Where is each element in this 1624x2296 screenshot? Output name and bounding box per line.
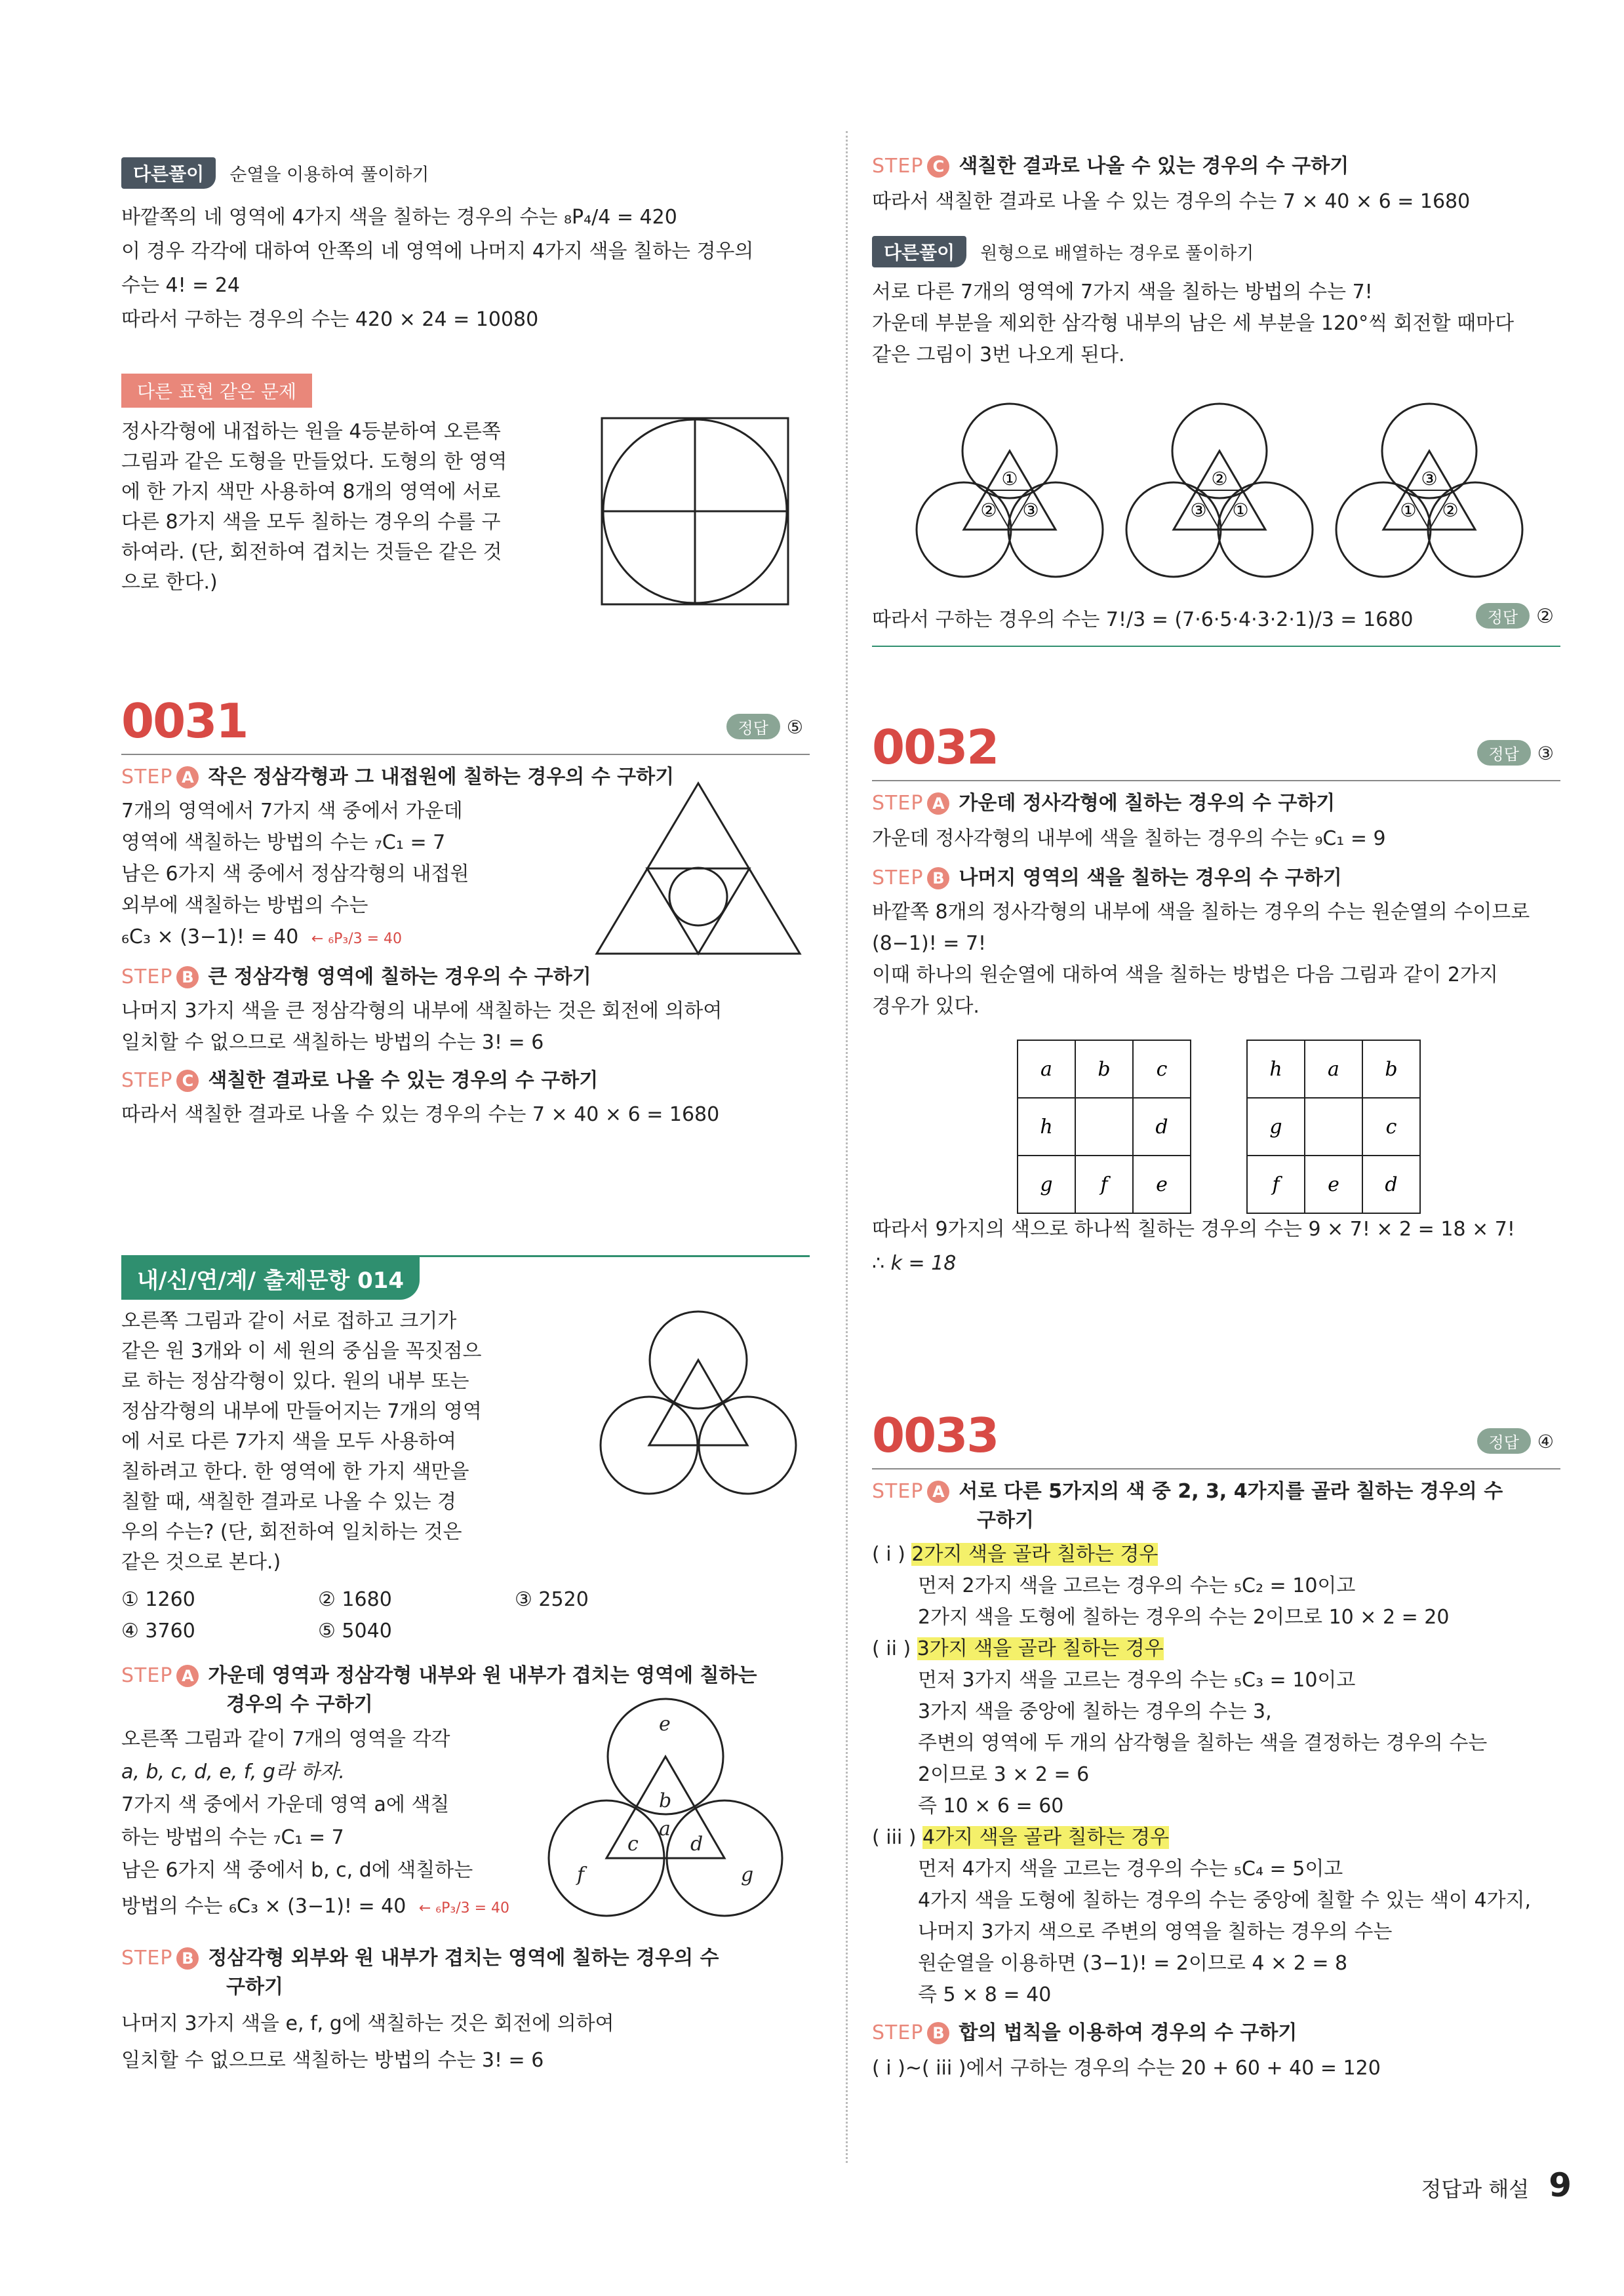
text-line: 남은 6가지 색 중에서 정삼각형의 내접원 [121, 863, 469, 885]
case-head [872, 1539, 1560, 1570]
grid-cell-label: b [1098, 1058, 1111, 1081]
page-number: 9 [1549, 2166, 1572, 2204]
choice-5[interactable]: ⑤ 5040 [318, 1620, 392, 1643]
neisin-problem-014 [121, 1255, 810, 2079]
alt-solution-subtitle: 원형으로 배열하는 경우로 풀이하기 [980, 243, 1254, 264]
grid-cell-label: h [1269, 1058, 1282, 1081]
step-title: 작은 정삼각형과 그 내접원에 칠하는 경우의 수 구하기 [208, 766, 675, 788]
step-letter: C [927, 155, 949, 178]
similar-problem-tag: 다른 표현 같은 문제 [121, 374, 312, 408]
section-rule [872, 646, 1560, 647]
square-circle-figure [600, 416, 790, 606]
step-a [872, 789, 1560, 818]
text-line: 따라서 9가지의 색으로 하나씩 칠하는 경우의 수는 9 × 7! × 2 = 18 × 7! [872, 1218, 1515, 1241]
choice-2[interactable]: ② 1680 [318, 1588, 392, 1611]
region-label-g: g [741, 1863, 754, 1886]
grid-cell-label: g [1269, 1116, 1282, 1138]
text-line: 남은 6가지 색 중에서 b, c, d에 색칠하는 [121, 1859, 473, 1882]
step-label: STEP [121, 1947, 173, 1970]
rotation-figure-1 [917, 404, 1103, 577]
step-title: 가운데 영역과 정삼각형 내부와 원 내부가 겹치는 영역에 칠하는 [208, 1664, 757, 1687]
text-line: 하여라. (단, 회전하여 겹치는 것들은 같은 것 [121, 541, 502, 564]
step-title-2: 구하기 [226, 1975, 283, 1998]
problem-header [872, 708, 1560, 781]
answer-value: ④ [1537, 1431, 1554, 1452]
grid-figure-1 [1016, 1039, 1193, 1216]
step-label: STEP [872, 866, 924, 889]
text-line: 오른쪽 그림과 같이 서로 접하고 크기가 [121, 1310, 457, 1333]
alt-solution-subtitle: 순열을 이용하여 풀이하기 [229, 165, 429, 185]
text-line: 다른 8가지 색을 모두 칠하는 경우의 수를 구 [121, 511, 501, 534]
rotation-label: ① [1001, 468, 1018, 490]
step-label: STEP [872, 792, 924, 815]
case-title: 3가지 색을 골라 칠하는 경우 [917, 1637, 1164, 1660]
text-line: 칠하려고 한다. 한 영역에 한 가지 색만을 [121, 1460, 469, 1483]
text-line: 하는 방법의 수는 ₇C₁ = 7 [121, 1826, 344, 1849]
text-line: a, b, c, d, e, f, g라 하자. [121, 1761, 345, 1783]
alt-solution-1 [121, 157, 810, 337]
step-c [872, 152, 1560, 181]
text-line: 정삼각형의 내부에 만들어지는 7개의 영역 [121, 1400, 482, 1423]
step-letter: A [176, 1665, 199, 1687]
rotation-label: ③ [1022, 499, 1039, 521]
similar-problem [121, 374, 810, 598]
grid-cell-label: a [1328, 1058, 1339, 1081]
choice-1[interactable]: ① 1260 [121, 1588, 195, 1611]
grid-cell-label: a [1040, 1058, 1052, 1081]
grid-figures [872, 1022, 1560, 1213]
formula: ₆C₃ × (3−1)! = 40 [121, 925, 299, 948]
step-title: 정삼각형 외부와 원 내부가 겹치는 영역에 칠하는 경우의 수 [208, 1947, 719, 1970]
case-number: ( iii ) [872, 1826, 917, 1849]
step-letter: C [176, 1070, 199, 1092]
text-line: 서로 다른 7개의 영역에 7가지 색을 칠하는 방법의 수는 7! [872, 281, 1373, 303]
step-b [121, 1944, 810, 2002]
text-line: 으로 한다.) [121, 571, 218, 594]
rotation-figure-3 [1336, 404, 1522, 577]
text-line: 먼저 2가지 색을 고르는 경우의 수는 ₅C₂ = 10이고 [918, 1574, 1356, 1597]
step-title: 합의 법칙을 이용하여 경우의 수 구하기 [959, 2021, 1297, 2044]
answer [1477, 1428, 1554, 1454]
text-line: 가운데 부분을 제외한 삼각형 내부의 남은 세 부분을 120°씩 회전할 때마다 [872, 312, 1515, 335]
text-line: 로 하는 정삼각형이 있다. 원의 내부 또는 [121, 1370, 469, 1393]
problem-0031 [121, 682, 810, 1131]
text-line: 에 서로 다른 7가지 색을 모두 사용하여 [121, 1430, 457, 1453]
text-line: 먼저 4가지 색을 고르는 경우의 수는 ₅C₄ = 5이고 [918, 1858, 1343, 1880]
text-line: 7가지 색 중에서 가운데 영역 a에 색칠 [121, 1793, 450, 1816]
rotation-label: ② [1211, 468, 1228, 490]
step-label: STEP [872, 2021, 924, 2044]
grid-cell-label: g [1040, 1173, 1053, 1196]
rotation-label: ② [1442, 499, 1459, 521]
case-number: ( i ) [872, 1543, 905, 1566]
step-label: STEP [121, 1069, 173, 1092]
step-b [121, 963, 810, 992]
step-title: 색칠한 결과로 나올 수 있는 경우의 수 구하기 [208, 1069, 599, 1092]
answer-value: ⑤ [786, 716, 803, 738]
alt-solution-tag: 다른풀이 [121, 157, 216, 189]
text-line: 정사각형에 내접하는 원을 4등분하여 오른쪽 [121, 420, 501, 443]
step-letter: A [927, 1481, 949, 1503]
problem-number: 0032 [872, 720, 999, 775]
problem-number: 0031 [121, 693, 248, 749]
answer-label: 정답 [726, 714, 780, 739]
grid-cell-label: d [1155, 1116, 1168, 1138]
text-line: 따라서 색칠한 결과로 나올 수 있는 경우의 수는 7 × 40 × 6 = 1680 [872, 190, 1471, 213]
triangle-incircle-figure [593, 780, 803, 957]
rotation-label: ③ [1421, 468, 1438, 490]
text-line: 즉 5 × 8 = 40 [918, 1983, 1052, 2006]
text-line: 주변의 영역에 두 개의 삼각형을 칠하는 색을 결정하는 경우의 수는 [918, 1732, 1488, 1755]
step-letter: B [927, 2022, 949, 2044]
step-label: STEP [872, 1480, 924, 1503]
alt-solution-2 [872, 236, 1560, 631]
region-label-d: d [690, 1833, 703, 1856]
step-label: STEP [121, 766, 173, 788]
text-line: 따라서 구하는 경우의 수는 420 × 24 = 10080 [121, 308, 539, 331]
text-line: 같은 원 3개와 이 세 원의 중심을 꼭짓점으 [121, 1340, 482, 1363]
case-title: 4가지 색을 골라 칠하는 경우 [922, 1826, 1170, 1849]
footer-label: 정답과 해설 [1421, 2177, 1530, 2202]
step-label: STEP [121, 965, 173, 988]
answer [726, 714, 803, 739]
problem-0032 [872, 708, 1560, 1281]
step-a [872, 1477, 1560, 1535]
answer [1476, 603, 1554, 629]
region-label-c: c [627, 1833, 639, 1856]
step-b [872, 2019, 1560, 2048]
grid-cell-label: h [1040, 1116, 1053, 1138]
grid-cell-label: e [1156, 1173, 1168, 1196]
text-line: 우의 수는? (단, 회전하여 일치하는 것은 [121, 1521, 462, 1544]
column-divider [846, 131, 848, 2163]
case-head [872, 1633, 1560, 1665]
text-line: 가운데 정사각형의 내부에 색을 칠하는 경우의 수는 ₉C₁ = 9 [872, 827, 1386, 850]
text-line: 2이므로 3 × 2 = 6 [918, 1763, 1090, 1786]
answer-value: ② [1536, 605, 1554, 628]
problem-0033 [872, 1396, 1560, 2086]
text-line: 3가지 색을 중앙에 칠하는 경우의 수는 3, [918, 1700, 1272, 1723]
step-letter: B [176, 1947, 199, 1970]
step-title-2: 경우의 수 구하기 [226, 1693, 373, 1716]
text-line: 수는 4! = 24 [121, 274, 240, 297]
text-line-with-note [121, 1887, 528, 1928]
region-label-f: f [577, 1863, 585, 1886]
text-line: 일치할 수 없으므로 색칠하는 방법의 수는 3! = 6 [121, 1031, 544, 1054]
text-line: 바깥쪽의 네 영역에 4가지 색을 칠하는 경우의 수는 ₈P₄/4 = 420 [121, 206, 677, 229]
grid-cell-label: e [1328, 1173, 1339, 1196]
rotation-label: ③ [1190, 499, 1207, 521]
text-line: 즉 10 × 6 = 60 [918, 1795, 1064, 1818]
text-line: 7개의 영역에서 7가지 색 중에서 가운데 [121, 800, 463, 823]
step-letter: A [176, 766, 199, 788]
text-line: (8−1)! = 7! [872, 932, 987, 955]
step-label: STEP [872, 155, 924, 178]
text-line: 이때 하나의 원순열에 대하여 색을 칠하는 방법은 다음 그림과 같이 2가지 [872, 963, 1498, 986]
text-line: 칠할 때, 색칠한 결과로 나올 수 있는 경 [121, 1490, 456, 1513]
rotation-figures [911, 400, 1554, 583]
text-line: 바깥쪽 8개의 정사각형의 내부에 색을 칠하는 경우의 수는 원순열의 수이므로 [872, 901, 1530, 924]
alt-conclusion [872, 603, 1560, 632]
grid-cell-label: f [1100, 1173, 1108, 1196]
text-line: 2가지 색을 도형에 칠하는 경우의 수는 2이므로 10 × 2 = 20 [918, 1606, 1450, 1629]
formula: 방법의 수는 ₆C₃ × (3−1)! = 40 [121, 1895, 406, 1918]
text-line: 나머지 3가지 색을 큰 정삼각형의 내부에 색칠하는 것은 회전에 의하여 [121, 1000, 723, 1022]
grid-cell-label: c [1385, 1116, 1397, 1138]
grid-figure-2 [1246, 1039, 1423, 1216]
text-line: 먼저 3가지 색을 고르는 경우의 수는 ₅C₃ = 10이고 [918, 1669, 1356, 1692]
problem-header [872, 1396, 1560, 1469]
text-line: 오른쪽 그림과 같이 7개의 영역을 각각 [121, 1728, 450, 1751]
rotation-figure-2 [1126, 404, 1313, 577]
choices [121, 1584, 810, 1647]
region-label-a: a [659, 1818, 671, 1840]
step-title: 서로 다른 5가지의 색 중 2, 3, 4가지를 골라 칠하는 경우의 수 [959, 1480, 1503, 1503]
grid-cell-label: d [1385, 1173, 1398, 1196]
neisin-tag: 내/신/연/계/ 출제문항 014 [121, 1257, 420, 1300]
rotation-label: ① [1400, 499, 1417, 521]
text-line: 원순열을 이용하면 (3−1)! = 2이므로 4 × 2 = 8 [918, 1952, 1348, 1975]
step-c-continued [872, 144, 1560, 219]
rotation-label: ① [1232, 499, 1249, 521]
side-note: ← ₆P₃/3 = 40 [311, 931, 403, 947]
grid-cell-label: c [1156, 1058, 1168, 1081]
neisin-band [121, 1255, 810, 1300]
step-title-2: 구하기 [977, 1509, 1034, 1532]
text-line: 영역에 색칠하는 방법의 수는 ₇C₁ = 7 [121, 831, 446, 854]
grid-cell-label: f [1272, 1173, 1280, 1196]
case-title: 2가지 색을 골라 칠하는 경우 [911, 1543, 1159, 1566]
problem-number: 0033 [872, 1408, 999, 1463]
choice-3[interactable]: ③ 2520 [515, 1588, 589, 1611]
step-title: 나머지 영역의 색을 칠하는 경우의 수 구하기 [959, 866, 1342, 889]
alt-solution-tag: 다른풀이 [872, 236, 966, 267]
step-label: STEP [121, 1664, 173, 1687]
text-line: ∴ k = 18 [872, 1252, 957, 1275]
region-label-e: e [659, 1713, 671, 1736]
step-title: 큰 정삼각형 영역에 칠하는 경우의 수 구하기 [208, 965, 591, 988]
conclusion-text: 따라서 구하는 경우의 수는 7!/3 = (7·6·5·4·3·2·1)/3 = 1680 [872, 608, 1414, 631]
choice-4[interactable]: ④ 3760 [121, 1620, 195, 1643]
grid-cell-label: b [1385, 1058, 1398, 1081]
step-title: 색칠한 결과로 나올 수 있는 경우의 수 구하기 [959, 155, 1349, 178]
text-line: 같은 것으로 본다.) [121, 1551, 281, 1574]
case-number: ( ii ) [872, 1637, 911, 1660]
side-note: ← ₆P₃/3 = 40 [418, 1900, 510, 1917]
answer-label: 정답 [1476, 603, 1530, 629]
step-b [872, 864, 1560, 893]
step-title: 가운데 정사각형에 칠하는 경우의 수 구하기 [959, 792, 1336, 815]
step-letter: B [927, 867, 949, 889]
problem-header [121, 682, 810, 755]
text-line: 경우가 있다. [872, 995, 980, 1018]
step-letter: A [927, 792, 949, 815]
labeled-regions-figure [541, 1694, 790, 1930]
answer-label: 정답 [1477, 1428, 1531, 1454]
text-line: 4가지 색을 도형에 칠하는 경우의 수는 중앙에 칠할 수 있는 색이 4가지, [918, 1889, 1532, 1912]
text-line: ( i )~( iii )에서 구하는 경우의 수는 20 + 60 + 40 = 120 [872, 2057, 1381, 2080]
rotation-label: ② [980, 499, 997, 521]
region-label-b: b [659, 1789, 672, 1812]
text-line: 따라서 색칠한 결과로 나올 수 있는 경우의 수는 7 × 40 × 6 = 1680 [121, 1103, 720, 1126]
text-line: 에 한 가지 색만 사용하여 8개의 영역에 서로 [121, 480, 501, 503]
text-line: 일치할 수 없으므로 색칠하는 방법의 수는 3! = 6 [121, 2049, 544, 2072]
step-letter: B [176, 966, 199, 988]
step-c [121, 1066, 810, 1095]
text-line: 나머지 3가지 색을 e, f, g에 색칠하는 것은 회전에 의하여 [121, 2012, 614, 2035]
text-line: 나머지 3가지 색으로 주변의 영역을 칠하는 경우의 수는 [918, 1920, 1393, 1943]
text-line: 외부에 색칠하는 방법의 수는 [121, 894, 368, 917]
answer-label: 정답 [1477, 740, 1531, 766]
case-head [872, 1822, 1560, 1854]
text-line: 같은 그림이 3번 나오게 된다. [872, 343, 1125, 366]
three-circles-triangle-figure [597, 1308, 800, 1504]
grid-cell [1075, 1098, 1133, 1156]
answer [1477, 740, 1554, 766]
text-line: 이 경우 각각에 대하여 안쪽의 네 영역에 나머지 4가지 색을 칠하는 경우의 [121, 240, 754, 263]
answer-value: ③ [1537, 743, 1554, 764]
page-footer [1421, 2166, 1572, 2204]
grid-cell [1305, 1098, 1362, 1156]
text-line: 그림과 같은 도형을 만들었다. 도형의 한 영역 [121, 450, 507, 473]
